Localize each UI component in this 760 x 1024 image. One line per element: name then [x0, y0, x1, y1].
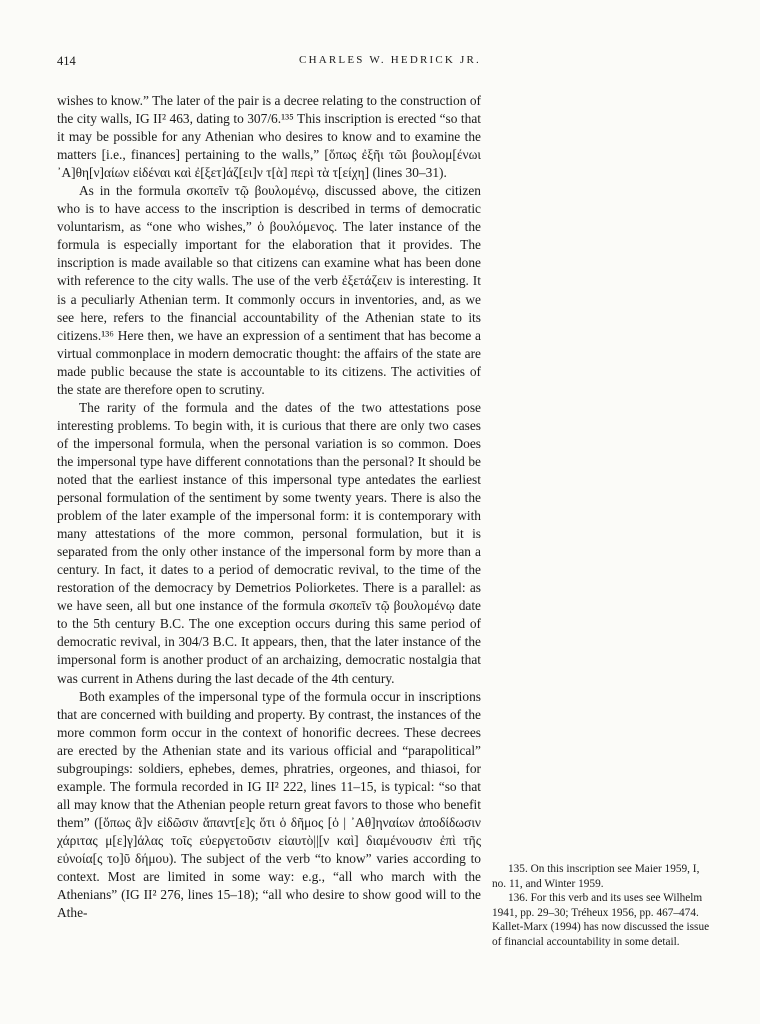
paragraph: Both examples of the impersonal type of the formula occur in inscriptions that are concerned with building and property. By contrast, the instances of the more common form occur in the context of honorific decrees. These decrees are erected by the Athenian state and its various official and “parapolitical” subgroupings: soldiers, ephebes, demes, phratries, orgeones, and thiasoi, for example. The formula recorded in IG II² 222, lines 11–15, is typical: “so that all may know that the Athenian people return great favors to those who benefit them” ([ὅπως ἂ]ν εἰδῶσιν ἅπαντ[ε]ς ὅτι ὁ δῆμος [ὁ | ᾿Αθ]ηναίων ἀποδίδωσιν χάριτας μ[ε]γ]άλας τοῖς εὐεργετοῦσιν εἰαυτὸ||[ν καὶ] διαμένουσιν ἐπὶ τῆς εὐνοία[ς το]ῦ δήμου). The subject of the verb “to know” varies according to context. Most are limited in some way: e.g., “all who march with the Athenians” (IG II² 276, lines 15–18); “all who desire to show good will to the Athe- — [57, 688, 481, 921]
main-text — [57, 92, 481, 922]
footnotes — [492, 862, 714, 950]
paragraph: The rarity of the formula and the dates of the two attestations pose interesting problems. To begin with, it is curious that there are only two cases of the impersonal formula, when the personal variation is so common. Does the impersonal type have different connotations than the personal? It should be noted that the earliest instance of this impersonal type antedates the earliest personal formulation of the sentiment by some twenty years. There is also the problem of the later example of the impersonal form: it is contemporary with many attestations of the more common, personal formulation, but it is separated from the only other instance of the impersonal form by more than a century. In fact, it dates to a period of democratic revival, to the time of the restoration of the democracy by Demetrios Poliorketes. There is a parallel: as we have seen, all but one instance of the formula σκοπεῖν τῷ βουλομένῳ date to the 5th century B.C. The one exception occurs during this same period of democratic revival, in 304/3 B.C. It appears, then, that the later instance of the impersonal form is another product of an archaizing, democratic nostalgia that was current in Athens during the last decade of the 4th century. — [57, 399, 481, 686]
paragraph: wishes to know.” The later of the pair is a decree relating to the construction of the city walls, IG II² 463, dating to 307/6.¹³⁵ This inscription is erected “so that it may be possible for any Athenian who desires to know and to examine the matters [i.e., finances] pertaining to the walls,” [ὅπως ἐξῆι τῶι βουλομ[ένωι ᾿Α]θη[ν]αίων εἰδέναι καὶ ἐ[ξετ]άζ[ει]ν τ[ὰ] περὶ τὰ τ[είχη] (lines 30–31). — [57, 93, 481, 181]
footnote: 136. For this verb and its uses see Wilhelm 1941, pp. 29–30; Tréheux 1956, pp. 467–474. Kallet-Marx (1994) has now discussed the issue of financial accountability in some detail. — [492, 892, 710, 948]
page-number: 414 — [57, 54, 76, 68]
running-head: CHARLES W. HEDRICK JR. — [299, 54, 481, 66]
paragraph: As in the formula σκοπεῖν τῷ βουλομένῳ, discussed above, the citizen who is to have access to the inscription is described in terms of democratic voluntarism, as “one who wishes,” ὁ βουλόμενος. The later instance of the formula is especially important for the elaboration that it provides. The inscription is made available so that citizens can examine what has been done with reference to the city walls. The use of the verb ἐξετάζειν is interesting. It is a peculiarly Athenian term. It commonly occurs in inventories, and, as we see here, refers to the financial accountability of the Athenian state to its citizens.¹³⁶ Here then, we have an expression of a sentiment that has become a virtual commonplace in modern democratic thought: the affairs of the state are made public because the state is accountable to its citizens. The activities of the state are therefore open to scrutiny. — [57, 183, 481, 397]
footnote: 135. On this inscription see Maier 1959, I, no. 11, and Winter 1959. — [492, 863, 700, 890]
page-header — [57, 54, 481, 74]
